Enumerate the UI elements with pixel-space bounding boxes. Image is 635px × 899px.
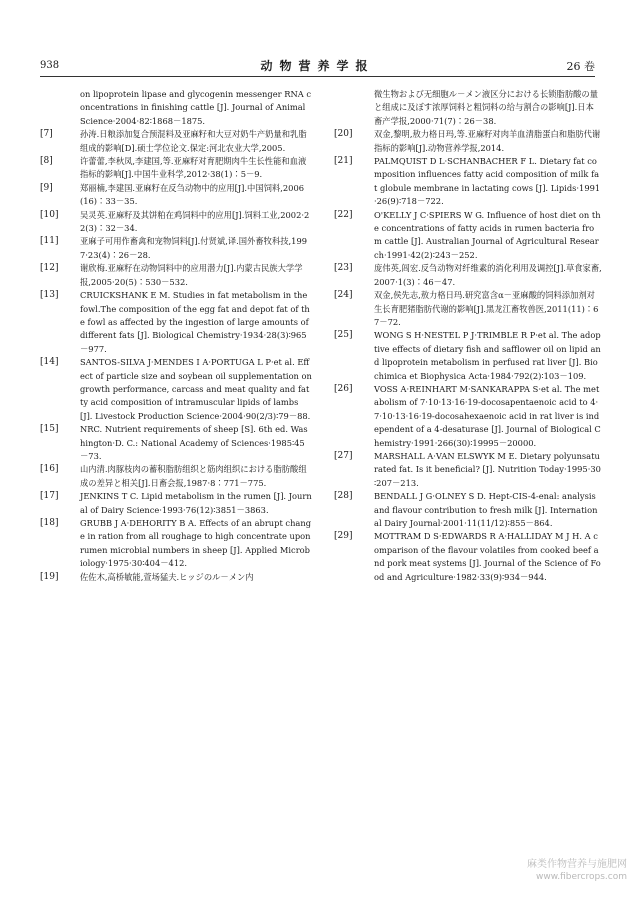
- reference-number: [29]: [334, 531, 353, 542]
- reference-text: 庞伟英,闾宏.反刍动物对纤维素的消化利用及调控[J].草食家畜,2007·1(3)∶46－47.: [374, 263, 602, 287]
- reference-entry: [40, 490, 312, 517]
- reference-entry: [334, 490, 602, 530]
- reference-text: O'KELLY J C·SPIERS W G. Influence of host diet on the concentrations of fatty acids in rumen bacteria from cattle [J]. Australian Journal of Agricultural Research·1991·42(2)∶243－252.: [374, 209, 601, 260]
- reference-text: 谢欣梅.亚麻籽在动物饲料中的应用潜力[J].内蒙古民族大学学报,2005·20(5)∶530－532.: [80, 263, 303, 287]
- reference-text: SANTOS-SILVA J·MENDES I A·PORTUGA L P·et al. Effect of particle size and soybean oil supplementation on growth performance, carcass and meat quality and fatty acid composition of intramuscular lipids of lambs [J]. Livestock Production Science·2004·90(2/3)∶79－88.: [80, 357, 312, 421]
- reference-text: MARSHALL A·VAN ELSWYK M E. Dietary polyunsaturated fat. Is it beneficial? [J]. Nutrition Today·1995·30∶207－213.: [374, 450, 601, 488]
- journal-title: 动物营养学报: [260, 59, 375, 73]
- reference-entry: [40, 262, 312, 289]
- reference-entry: [40, 463, 312, 490]
- reference-entry: [40, 128, 312, 155]
- reference-text: 吴灵英.亚麻籽及其饼粕在鸡饲料中的应用[J].饲料工业,2002·22(3)∶32－34.: [80, 209, 310, 234]
- reference-number: [8]: [40, 156, 53, 167]
- reference-number: [22]: [334, 209, 353, 220]
- reference-number: [7]: [40, 129, 53, 140]
- reference-number: [20]: [334, 129, 353, 140]
- reference-number: [9]: [40, 182, 53, 193]
- reference-entry: [334, 155, 602, 209]
- volume-label: 26 卷: [566, 60, 595, 73]
- reference-text: CRUICKSHANK E M. Studies in fat metabolism in the fowl.The composition of the egg fat and depot fat of the fowl as affected by the ingestion of large amounts of different fats [J]. Biological Chemistry·1934·28(3)∶965－977.: [80, 290, 310, 354]
- reference-text: NRC. Nutrient requirements of sheep [S]. 6th ed. Washington·D. C.: National Academy of Sciences·1985∶45－73.: [80, 424, 308, 461]
- reference-entry: [334, 329, 602, 383]
- reference-text: GRUBB J A·DEHORITY B A. Effects of an abrupt change in ration from all roughage to high concentrate upon rumen microbial numbers in sheep [J]. Applied Microbiology·1975·30∶404－412.: [80, 518, 312, 569]
- reference-text: 微生物および无细胞ル－メン液区分における长锁脂肪酸の量と组成に及ぼす浓厚饲料と粗饲料の给与割合の影响[J].日本畜产学报,2000·71(7)∶26－38.: [374, 89, 599, 126]
- reference-number: [18]: [40, 518, 59, 528]
- reference-text: WONG S H·NESTEL P J·TRIMBLE R P·et al. The adoptive effects of dietary fish and safflower oil on lipid and lipoprotein metabolism in perfused rat liver [J]. Biochimica et Biophysica Acta·1984·792(2)∶103－109.: [374, 330, 601, 381]
- page-header: [40, 50, 595, 77]
- reference-number: [25]: [334, 330, 353, 341]
- references-left-column: [40, 88, 312, 584]
- reference-text: 佐佐木,高桥敏能,萱场猛夫.ヒッジのル－メン内: [80, 571, 254, 582]
- reference-number: [16]: [40, 464, 59, 475]
- reference-entry: [40, 235, 312, 262]
- reference-number: [26]: [334, 383, 353, 394]
- reference-entry: [40, 182, 312, 209]
- reference-number: [15]: [40, 424, 59, 435]
- reference-entry: [334, 450, 602, 490]
- reference-number: [10]: [40, 209, 59, 220]
- reference-number: [12]: [40, 263, 59, 274]
- reference-text: 许蕾蕾,李秋凤,李建国,等.亚麻籽对育肥期肉牛生长性能和血液指标的影响[J].中国牛业科学,2012·38(1)∶5－9.: [80, 156, 307, 180]
- reference-number: [27]: [334, 450, 353, 461]
- reference-text: 山内清.肉豚枝肉の蓄积脂肪组织と筋肉组织における脂肪酸组成の差异と相关[J].日畜会报,1987·8∶771－775.: [80, 464, 307, 488]
- references-right-column: [334, 88, 602, 584]
- reference-entry: [334, 383, 602, 450]
- reference-text: VOSS A·REINHART M·SANKARAPPA S·et al. The metabolism of 7·10·13·16·19-docosapentaenoic acid to 4·7·10·13·16·19-docosahexaenoic acid in rat liver is independent of a 4-desaturase [J]. Journal of Biological Chemistry·1991·266(30)∶19995－20000.: [374, 383, 601, 448]
- reference-entry: [334, 128, 602, 155]
- reference-number: [17]: [40, 491, 59, 502]
- reference-entry: [40, 571, 312, 584]
- site-watermark: [527, 858, 627, 883]
- reference-text: 亚麻子可用作畜禽和宠物饲料[J].付贤斌,译.国外畜牧科技,1997·23(4)∶26－28.: [80, 236, 308, 260]
- reference-text: on lipoprotein lipase and glycogenin messenger RNA concentrations in finishing cattle [J]. Journal of Animal Science·2004·82∶1868－1875.: [80, 89, 311, 126]
- reference-entry: [40, 209, 312, 236]
- reference-entry: [40, 88, 312, 128]
- page-number: 938: [40, 60, 60, 71]
- reference-entry: [40, 356, 312, 423]
- reference-text: JENKINS T C. Lipid metabolism in the rumen [J]. Journal of Dairy Science·1993·76(12)∶3851－3863.: [80, 491, 312, 515]
- reference-entry: [40, 517, 312, 571]
- reference-number: [11]: [40, 236, 59, 247]
- reference-entry: [40, 155, 312, 182]
- reference-text: 双金,侯先志,敖力格日玛.研究富含α－亚麻酸的饲料添加剂对生长育肥猪脂肪代谢的影响[J].黑龙江畜牧兽医,2011(11)∶67－72.: [374, 290, 599, 327]
- reference-text: 孙涛.日粮添加复合预混料及亚麻籽和大豆对奶牛产奶量和乳脂组成的影响[D].硕士学位论文.保定:河北农业大学,2005.: [80, 129, 307, 153]
- reference-entry: [40, 289, 312, 356]
- reference-text: BENDALL J G·OLNEY S D. Hept-CIS-4-enal: analysis and flavour contribution to fresh milk [J]. International Dairy Journal·2001·11(11/12)∶855－864.: [374, 491, 598, 528]
- reference-entry: [40, 423, 312, 463]
- reference-number: [28]: [334, 491, 353, 502]
- reference-entry: [334, 262, 602, 289]
- reference-entry: [334, 209, 602, 263]
- reference-entry: [334, 530, 602, 584]
- reference-number: [21]: [334, 156, 353, 167]
- reference-text: 双金,黎明,敖力格日玛,等.亚麻籽对肉羊血清脂蛋白和脂肪代谢指标的影响[J].动物营养学报,2014.: [374, 129, 601, 153]
- reference-text: MOTTRAM D S·EDWARDS R A·HALLIDAY M J H. A comparison of the flavour volatiles from cooked beef and pork meat systems [J]. Journal of the Science of Food and Agriculture·1982·33(9)∶934－944.: [374, 531, 601, 582]
- reference-entry: [334, 289, 602, 329]
- reference-text: 郑丽楠,李建国.亚麻籽在反刍动物中的应用[J].中国饲料,2006(16)∶33－35.: [80, 182, 304, 207]
- reference-number: [13]: [40, 290, 59, 301]
- reference-number: [23]: [334, 263, 353, 274]
- reference-text: PALMQUIST D L·SCHANBACHER F L. Dietary fat composition influences fatty acid composition of milk fat globule membrane in lactating cows [J]. Lipids·1991·26(9)∶718－722.: [374, 156, 601, 207]
- reference-number: [24]: [334, 290, 353, 301]
- watermark-url: www.fibercrops.com: [536, 872, 627, 882]
- watermark-text: 麻类作物营养与施肥网: [527, 859, 627, 870]
- reference-number: [19]: [40, 571, 59, 582]
- reference-entry: [334, 88, 602, 128]
- reference-number: [14]: [40, 357, 59, 368]
